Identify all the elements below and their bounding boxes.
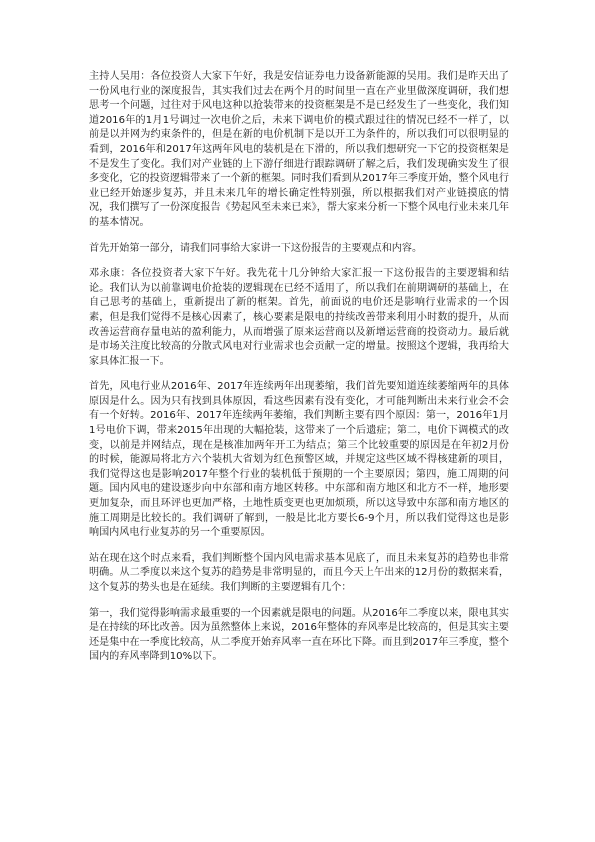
paragraph-section-one-intro: 首先开始第一部分，请我们同事给大家讲一下这份报告的主要观点和内容。 [89, 242, 423, 254]
document-page [89, 70, 509, 676]
paragraph-recovery-trend: 站在现在这个时点来看，我们判断整个国内风电需求基本见底了，而且未来复苏的趋势也非常明确。从二季度以来这个复苏的趋势是非常明显的，而且今天上午出来的12月份的数据来看，这个复苏的势头也是在延续。我们判断的主要逻辑有几个： [89, 552, 509, 593]
paragraph-four-reasons: 首先，风电行业从2016年、2017年连续两年出现萎缩，我们首先要知道连续萎缩两年的具体原因是什么。因为只有找到具体原因，看这些因素有没有变化，才可能判断出未来行业会不会有一个好转。2016年、2017年连续两年萎缩，我们判断主要有四个原因：第一，2016年1月1号电价下调，带来2015年出现的大幅抢装，这带来了一个后遗症；第二，电价下调模式的改变，以前是并网结点，现在是核准加两年开工为结点；第三个比较重要的原因是在年初2月份的时候，能源局将北方六个装机大省划为红色预警区域，并规定这些区域不得核建新的项目，我们觉得这也是影响2017年整个行业的装机低于预期的一个主要原因；第四，施工周期的问题。国内风电的建设逐步向中东部和南方地区转移。中东部和南方地区和北方不一样，地形要更加复杂，而且环评也更加严格，土地性质变更也更加烦琐，所以这导致中东部和南方地区的施工周期是比较长的。我们调研了解到，一般是比北方要长6-9个月，所以我们觉得这也是影响国内风电行业复苏的另一个重要原因。 [89, 381, 509, 539]
paragraph-curtailment: 第一，我们觉得影响需求最重要的一个因素就是限电的问题。从2016年二季度以来，限电其实是在持续的环比改善。因为虽然整体上来说，2016年整体的弃风率是比较高的，但是其实主要还是集中在一季度比较高，从二季度开始弃风率一直在环比下降。而且到2017年三季度，整个国内的弃风率降到10%以下。 [89, 607, 509, 663]
paragraph-deng-summary: 邓永康：各位投资者大家下午好。我先花十几分钟给大家汇报一下这份报告的主要逻辑和结论。我们认为以前靠调电价抢装的逻辑现在已经不适用了，所以我们在前期调研的基础上，在自己思考的基础上，重新提出了新的框架。首先，前面说的电价还是影响行业需求的一个因素，但是我们觉得不是核心因素了，核心要素是限电的持续改善带来利用小时数的提升，从而改善运营商存量电站的盈利能力，从而增强了原来运营商以及新增运营商的投资动力。最后就是市场关注度比较高的分散式风电对行业需求也会贡献一定的增量。按照这个逻辑，我再给大家具体汇报一下。 [89, 268, 509, 367]
paragraph-host-intro: 主持人吴用：各位投资人大家下午好，我是安信证券电力设备新能源的吴用。我们是昨天出了一份风电行业的深度报告，其实我们过去在两个月的时间里一直在产业里做深度调研，我们想思考一个问题，过往对于风电这种以抢装带来的投资框架是不是已经发生了一些变化，我们知道2016年的1月1号调过一次电价之后，未来下调电价的模式跟过往的情况已经不一样了，以前是以并网为约束条件的，但是在新的电价机制下是以开工为条件的，所以我们可以很明显的看到，2016年和2017年这两年风电的装机是在下滑的，所以我们想研究一下它的投资框架是不是发生了变化。我们对产业链的上下游仔细进行跟踪调研了解之后，我们发现确实发生了很多变化，它的投资逻辑带来了一个新的框架。同时我们看到从2017年三季度开始，整个风电行业已经开始逐步复苏，并且未来几年的增长确定性特别强，所以根据我们对产业链摸底的情况，我们撰写了一份深度报告《势起风至未来已来》，帮大家来分析一下整个风电行业未来几年的基本情况。 [89, 71, 509, 228]
